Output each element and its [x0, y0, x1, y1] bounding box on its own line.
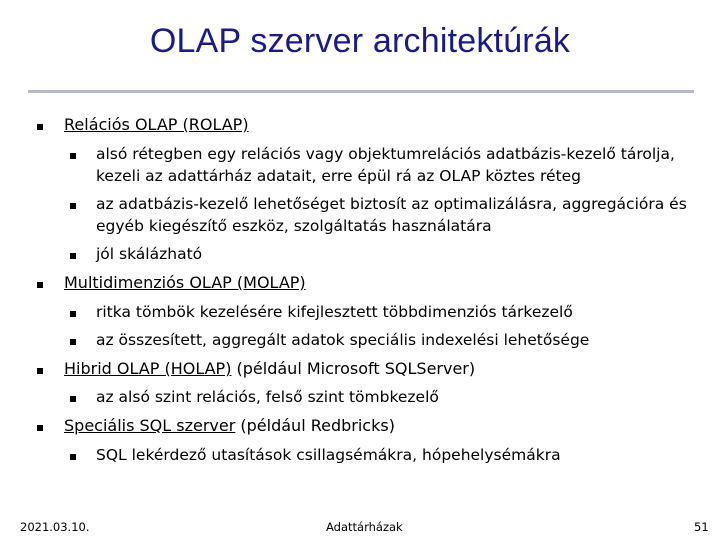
bullet-tail: (például Microsoft SQLServer) — [231, 359, 476, 378]
bullet-tail: (például Redbricks) — [235, 416, 395, 435]
bullet-marker — [70, 454, 76, 460]
bullet-marker — [37, 425, 43, 431]
bullet-rolap-storage: alsó rétegben egy relációs vagy objektumrelációs adatbázis-kezelő tárolja, kezeli az adattárház adatait, erre épül rá az OLAP köztes réteg — [96, 145, 675, 185]
footer-page-number: 51 — [694, 520, 709, 534]
bullet-molap — [64, 272, 704, 294]
bullet-holap-levels: az alsó szint relációs, felső szint tömbkezelő — [96, 388, 439, 406]
bullet-marker — [70, 253, 76, 259]
bullet-marker — [70, 153, 76, 159]
bullet-marker — [70, 396, 76, 402]
bullet-heading: Relációs OLAP (ROLAP) — [64, 115, 249, 134]
bullet-molap-index: az összesített, aggregált adatok speciális indexelési lehetősége — [96, 331, 590, 349]
bullet-marker — [37, 124, 43, 130]
bullet-sql-queries: SQL lekérdező utasítások csillagsémákra, hópehelysémákra — [96, 446, 561, 464]
bullet-sql-server — [64, 415, 704, 437]
bullet-rolap — [64, 114, 704, 136]
bullet-holap — [64, 358, 704, 380]
bullet-marker — [70, 339, 76, 345]
title-divider — [28, 90, 694, 93]
bullet-rolap-optimization: az adatbázis-kezelő lehetőséget biztosít az optimalizálásra, aggregációra és egyéb kiegészítő eszköz, szolgáltatás használatára — [96, 195, 687, 235]
bullet-rolap-scalable: jól skálázható — [96, 245, 203, 263]
slide-title: OLAP szerver architektúrák — [149, 22, 571, 60]
bullet-marker — [70, 203, 76, 209]
footer-date: 2021.03.10. — [20, 520, 90, 534]
bullet-heading: Speciális SQL szerver — [64, 416, 236, 435]
bullet-heading: Hibrid OLAP (HOLAP) — [64, 359, 232, 378]
bullet-marker — [37, 368, 43, 374]
bullet-marker — [70, 311, 76, 317]
bullet-molap-sparse: ritka tömbök kezelésére kifejlesztett többdimenziós tárkezelő — [96, 303, 573, 321]
bullet-marker — [37, 282, 43, 288]
bullet-heading: Multidimenziós OLAP (MOLAP) — [64, 273, 306, 292]
footer-title: Adattárházak — [326, 520, 403, 534]
